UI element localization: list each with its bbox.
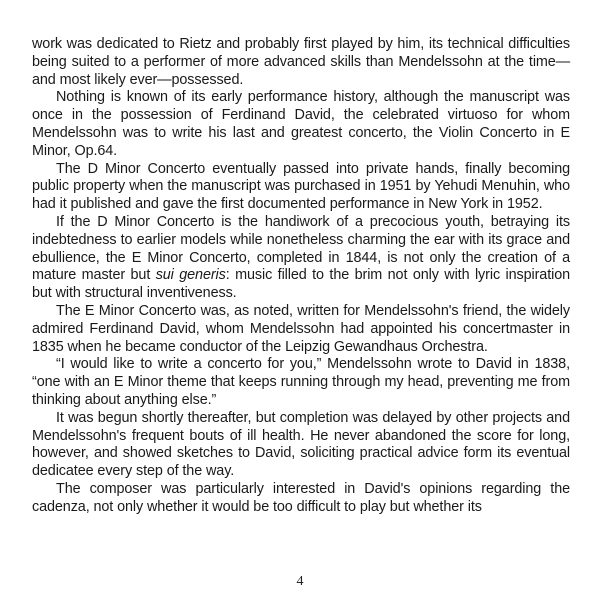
paragraph-5: The E Minor Concerto was, as noted, written for Mendelssohn's friend, the widely admired Ferdinand David, whom Mendelssohn had appointed his concertmaster in 1835 when he became conductor of the Leipzig Gewandhaus Orchestra. xyxy=(32,302,570,355)
paragraph-3: The D Minor Concerto eventually passed into private hands, finally becoming public property when the manuscript was purchased in 1951 by Yehudi Menuhin, who had it published and gave the first documented performance in New York in 1952. xyxy=(32,160,570,213)
paragraph-4-text-before: If the D Minor Concerto is the handiwork of a precocious youth, betraying its indebtedness to earlier models while nonetheless charming the ear with its grace and ebullience, the E Minor Concerto, completed in 1844, is not only the creation of a mature master but xyxy=(32,213,570,284)
paragraph-8: The composer was particularly interested in David's opinions regarding the cadenza, not only whether it would be too difficult to play but whether its xyxy=(32,480,570,515)
paragraph-2: Nothing is known of its early performance history, although the manuscript was once in the possession of Ferdinand David, the celebrated virtuoso for whom Mendelssohn was to write his last and greatest concerto, the Violin Concerto in E Minor, Op.64. xyxy=(32,89,570,159)
paragraph-4-italic-term: sui generis xyxy=(155,267,226,284)
paragraph-6: “I would like to write a concerto for you,” Mendelssohn wrote to David in 1838, “one with an E Minor theme that keeps running through my head, preventing me from thinking about anything else.” xyxy=(32,356,570,408)
paragraph-7: It was begun shortly thereafter, but completion was delayed by other projects and Mendelssohn's frequent bouts of ill health. He never abandoned the score for long, however, and showed sketches to David, soliciting practical advice form its eventual dedicatee every step of the way. xyxy=(32,409,570,480)
paragraph-1: work was dedicated to Rietz and probably first played by him, its technical difficulties being suited to a performer of more advanced skills than Mendelssohn at the time—and most likely ever—possessed. xyxy=(32,36,570,88)
paragraph-4 xyxy=(32,214,570,303)
paragraph-4-text-after: : music filled to the brim not only with lyric inspiration but with structural inventiveness. xyxy=(32,267,570,302)
page-number: 4 xyxy=(296,574,304,589)
document-page xyxy=(32,36,570,564)
